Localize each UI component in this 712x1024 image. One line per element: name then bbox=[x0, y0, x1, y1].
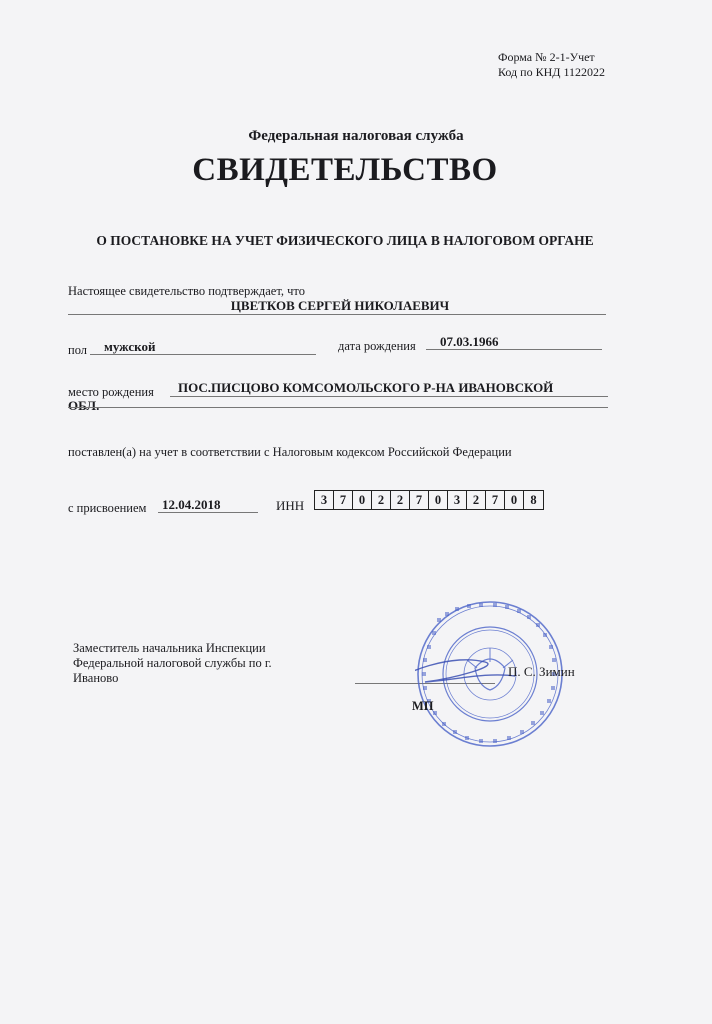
inn-digit: 0 bbox=[429, 491, 448, 509]
inn-digit: 2 bbox=[372, 491, 391, 509]
assigned-date: 12.04.2018 bbox=[162, 497, 221, 512]
inn-digit-boxes bbox=[314, 490, 544, 510]
inn-digit: 2 bbox=[391, 491, 410, 509]
inn-digit: 3 bbox=[315, 491, 334, 509]
signer-position-line1: Заместитель начальника Инспекции bbox=[73, 641, 266, 655]
birth-place-underline-2 bbox=[68, 407, 608, 408]
signer-name: П. С. Зимин bbox=[508, 664, 575, 679]
signer-position-line2: Федеральной налоговой службы по г. bbox=[73, 656, 272, 670]
inn-label: ИНН bbox=[276, 498, 305, 513]
intro-text: Настоящее свидетельство подтверждает, что bbox=[68, 284, 305, 298]
assigned-label: с присвоением bbox=[68, 501, 147, 515]
form-knd-code: Код по КНД 1122022 bbox=[498, 65, 605, 79]
inn-digit: 3 bbox=[448, 491, 467, 509]
birth-place-label: место рождения bbox=[68, 385, 154, 399]
inn-digit: 7 bbox=[486, 491, 505, 509]
full-name: ЦВЕТКОВ СЕРГЕЙ НИКОЛАЕВИЧ bbox=[230, 298, 450, 313]
sex-value: мужской bbox=[104, 339, 156, 354]
agency-name: Федеральная налоговая служба bbox=[248, 128, 464, 144]
inn-digit: 7 bbox=[334, 491, 353, 509]
inn-digit: 7 bbox=[410, 491, 429, 509]
registered-text: поставлен(а) на учет в соответствии с Налоговым кодексом Российской Федерации bbox=[68, 445, 512, 459]
inn-digit: 2 bbox=[467, 491, 486, 509]
birth-date-label: дата рождения bbox=[338, 339, 416, 353]
birth-place-underline-1 bbox=[170, 396, 608, 397]
document-subtitle: О ПОСТАНОВКЕ НА УЧЕТ ФИЗИЧЕСКОГО ЛИЦА В НАЛОГОВОМ ОРГАНЕ bbox=[96, 233, 594, 248]
seal-label: МП bbox=[412, 699, 434, 713]
sex-label: пол bbox=[68, 343, 88, 357]
inn-digit: 8 bbox=[530, 493, 537, 507]
sex-underline bbox=[90, 354, 316, 355]
inn-digit: 0 bbox=[353, 491, 372, 509]
birth-date-value: 07.03.1966 bbox=[440, 334, 499, 349]
birth-place-line1: ПОС.ПИСЦОВО КОМСОМОЛЬСКОГО Р-НА ИВАНОВСКОЙ bbox=[178, 380, 554, 395]
document-title: СВИДЕТЕЛЬСТВО bbox=[192, 152, 498, 188]
birth-place-line2: ОБЛ. bbox=[68, 398, 100, 413]
inn-digit: 0 bbox=[505, 491, 524, 509]
name-underline bbox=[68, 314, 606, 315]
assigned-date-underline bbox=[158, 512, 258, 513]
birth-date-underline bbox=[426, 349, 602, 350]
signer-position-line3: Иваново bbox=[73, 671, 119, 685]
form-number: Форма № 2-1-Учет bbox=[498, 50, 595, 64]
